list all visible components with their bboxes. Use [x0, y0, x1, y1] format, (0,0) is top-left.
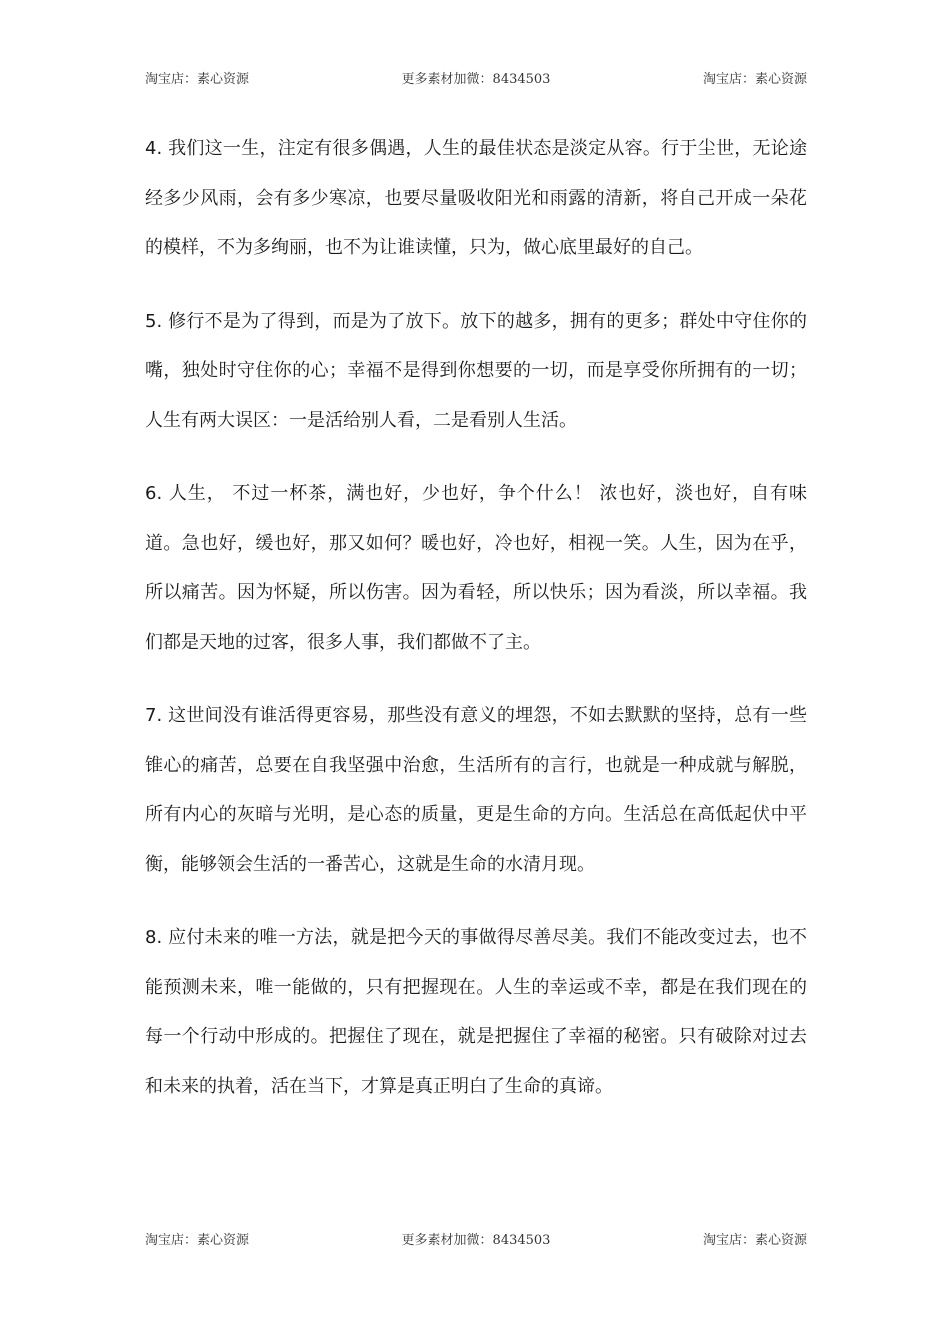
paragraph-6: 6. 人生， 不过一杯茶，满也好，少也好，争个什么！ 浓也好，淡也好，自有味道。急也好，缓也好，那又如何？暖也好，冷也好，相视一笑。人生，因为在乎，所以痛苦。因为怀疑，所以伤害。因为看轻，所以快乐；因为看淡，所以幸福。我们都是天地的过客，很多人事，我们都做不了主。 — [145, 483, 807, 653]
paragraph-7: 7. 这世间没有谁活得更容易，那些没有意义的埋怨，不如去默默的坚持，总有一些锥心的痛苦，总要在自我坚强中治愈，生活所有的言行，也就是一种成就与解脱，所有内心的灰暗与光明，是心态的质量，更是生命的方向。生活总在高低起伏中平衡，能够领会生活的一番苦心，这就是生命的水清月现。 — [145, 705, 807, 875]
header-center-text: 更多素材加微：8434503 — [401, 72, 551, 87]
footer-center-text: 更多素材加微：8434503 — [401, 1233, 551, 1248]
paragraph-5: 5. 修行不是为了得到，而是为了放下。放下的越多，拥有的更多；群处中守住你的嘴，独处时守住你的心；幸福不是得到你想要的一切，而是享受你所拥有的一切；人生有两大误区：一是活给别人看，二是看别人生活。 — [145, 310, 807, 431]
page-header — [145, 68, 807, 88]
header-left-text: 淘宝店：素心资源 — [145, 72, 250, 87]
document-body — [145, 124, 807, 1135]
header-right-text: 淘宝店：素心资源 — [702, 72, 807, 87]
footer-left-text: 淘宝店：素心资源 — [145, 1233, 250, 1248]
page-footer — [145, 1229, 807, 1249]
footer-right-text: 淘宝店：素心资源 — [702, 1233, 807, 1248]
paragraph-4: 4. 我们这一生，注定有很多偶遇，人生的最佳状态是淡定从容。行于尘世，无论途经多少风雨，会有多少寒凉，也要尽量吸收阳光和雨露的清新，将自己开成一朵花的模样，不为多绚丽，也不为让谁读懂，只为，做心底里最好的自己。 — [145, 138, 807, 258]
paragraph-8: 8. 应付未来的唯一方法，就是把今天的事做得尽善尽美。我们不能改变过去，也不能预测未来，唯一能做的，只有把握现在。人生的幸运或不幸，都是在我们现在的每一个行动中形成的。把握住了现在，就是把握住了幸福的秘密。只有破除对过去和未来的执着，活在当下，才算是真正明白了生命的真谛。 — [145, 927, 807, 1097]
